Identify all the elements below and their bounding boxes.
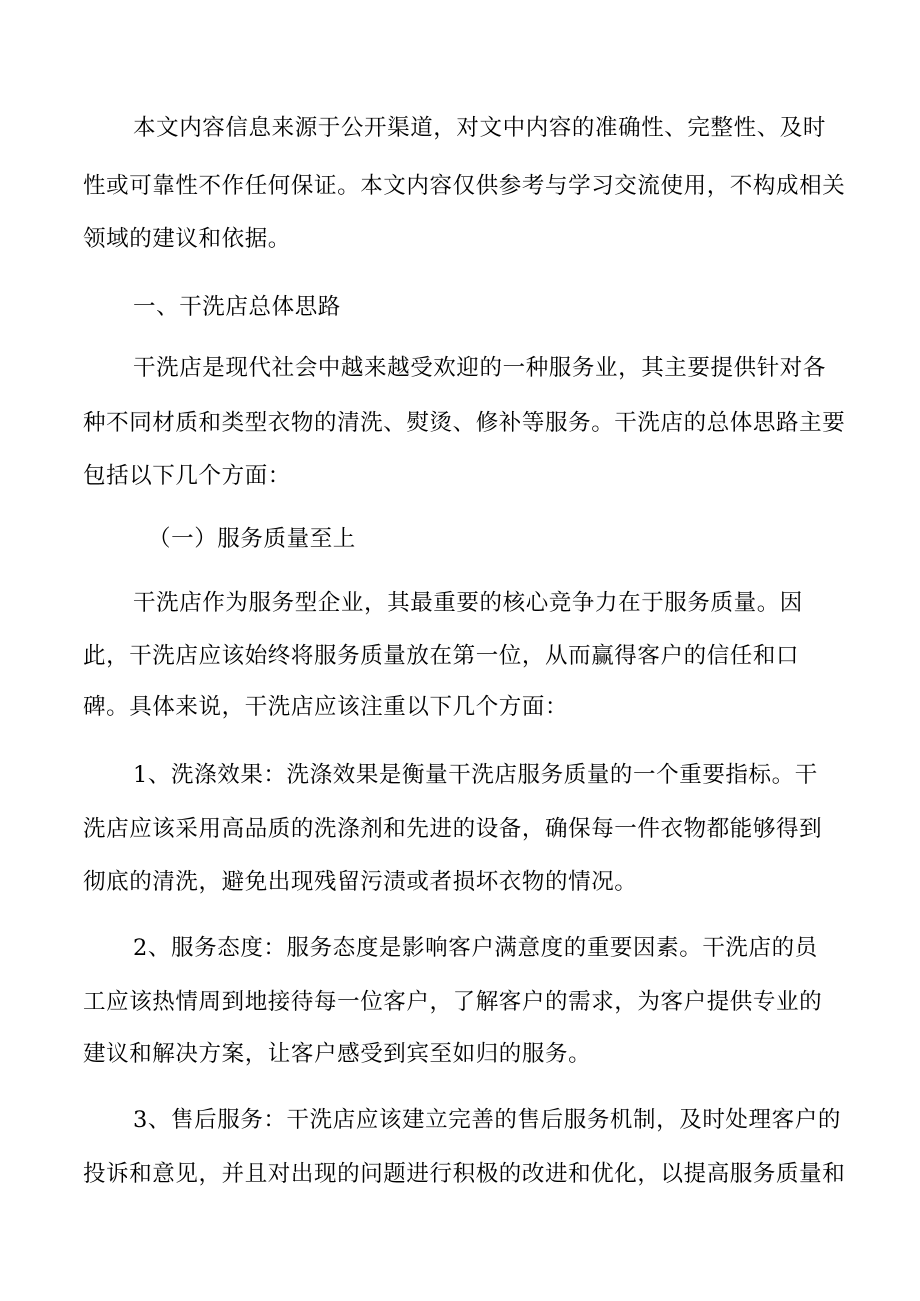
paragraph-line: 干洗店作为服务型企业，其最重要的核心竞争力在于服务质量。因	[133, 590, 803, 616]
paragraph-line: 碑。具体来说，干洗店应该注重以下几个方面：	[83, 694, 569, 720]
paragraph-line: 领域的建议和依据。	[83, 226, 291, 252]
section-heading: 一、干洗店总体思路	[133, 294, 341, 320]
list-item-line: 工应该热情周到地接待每一位客户，了解客户的需求，为客户提供专业的	[83, 989, 823, 1015]
list-item-line: 3、售后服务：干洗店应该建立完善的售后服务机制，及时处理客户的	[133, 1107, 841, 1133]
paragraph-line: 包括以下几个方面：	[83, 463, 291, 489]
paragraph-line: 性或可靠性不作任何保证。本文内容仅供参考与学习交流使用，不构成相关	[83, 173, 846, 199]
list-item-line: 2、服务态度：服务态度是影响客户满意度的重要因素。干洗店的员	[133, 935, 818, 961]
list-item-line: 1、洗涤效果：洗涤效果是衡量干洗店服务质量的一个重要指标。干	[133, 762, 818, 788]
paragraph-line: 此，干洗店应该始终将服务质量放在第一位，从而赢得客户的信任和口	[83, 643, 800, 669]
paragraph-line: 种不同材质和类型衣物的清洗、熨烫、修补等服务。干洗店的总体思路主要	[83, 410, 846, 436]
list-item-line: 彻底的清洗，避免出现残留污渍或者损坏衣物的情况。	[83, 869, 638, 895]
paragraph-line: 干洗店是现代社会中越来越受欢迎的一种服务业，其主要提供针对各	[133, 355, 827, 381]
list-item-line: 洗店应该采用高品质的洗涤剂和先进的设备，确保每一件衣物都能够得到	[83, 816, 823, 842]
list-item-line: 投诉和意见，并且对出现的问题进行积极的改进和优化，以提高服务质量和	[83, 1161, 846, 1187]
subsection-heading: （一）服务质量至上	[148, 526, 356, 552]
paragraph-line: 本文内容信息来源于公开渠道，对文中内容的准确性、完整性、及时	[133, 115, 827, 141]
list-item-line: 建议和解决方案，让客户感受到宾至如归的服务。	[83, 1041, 592, 1067]
